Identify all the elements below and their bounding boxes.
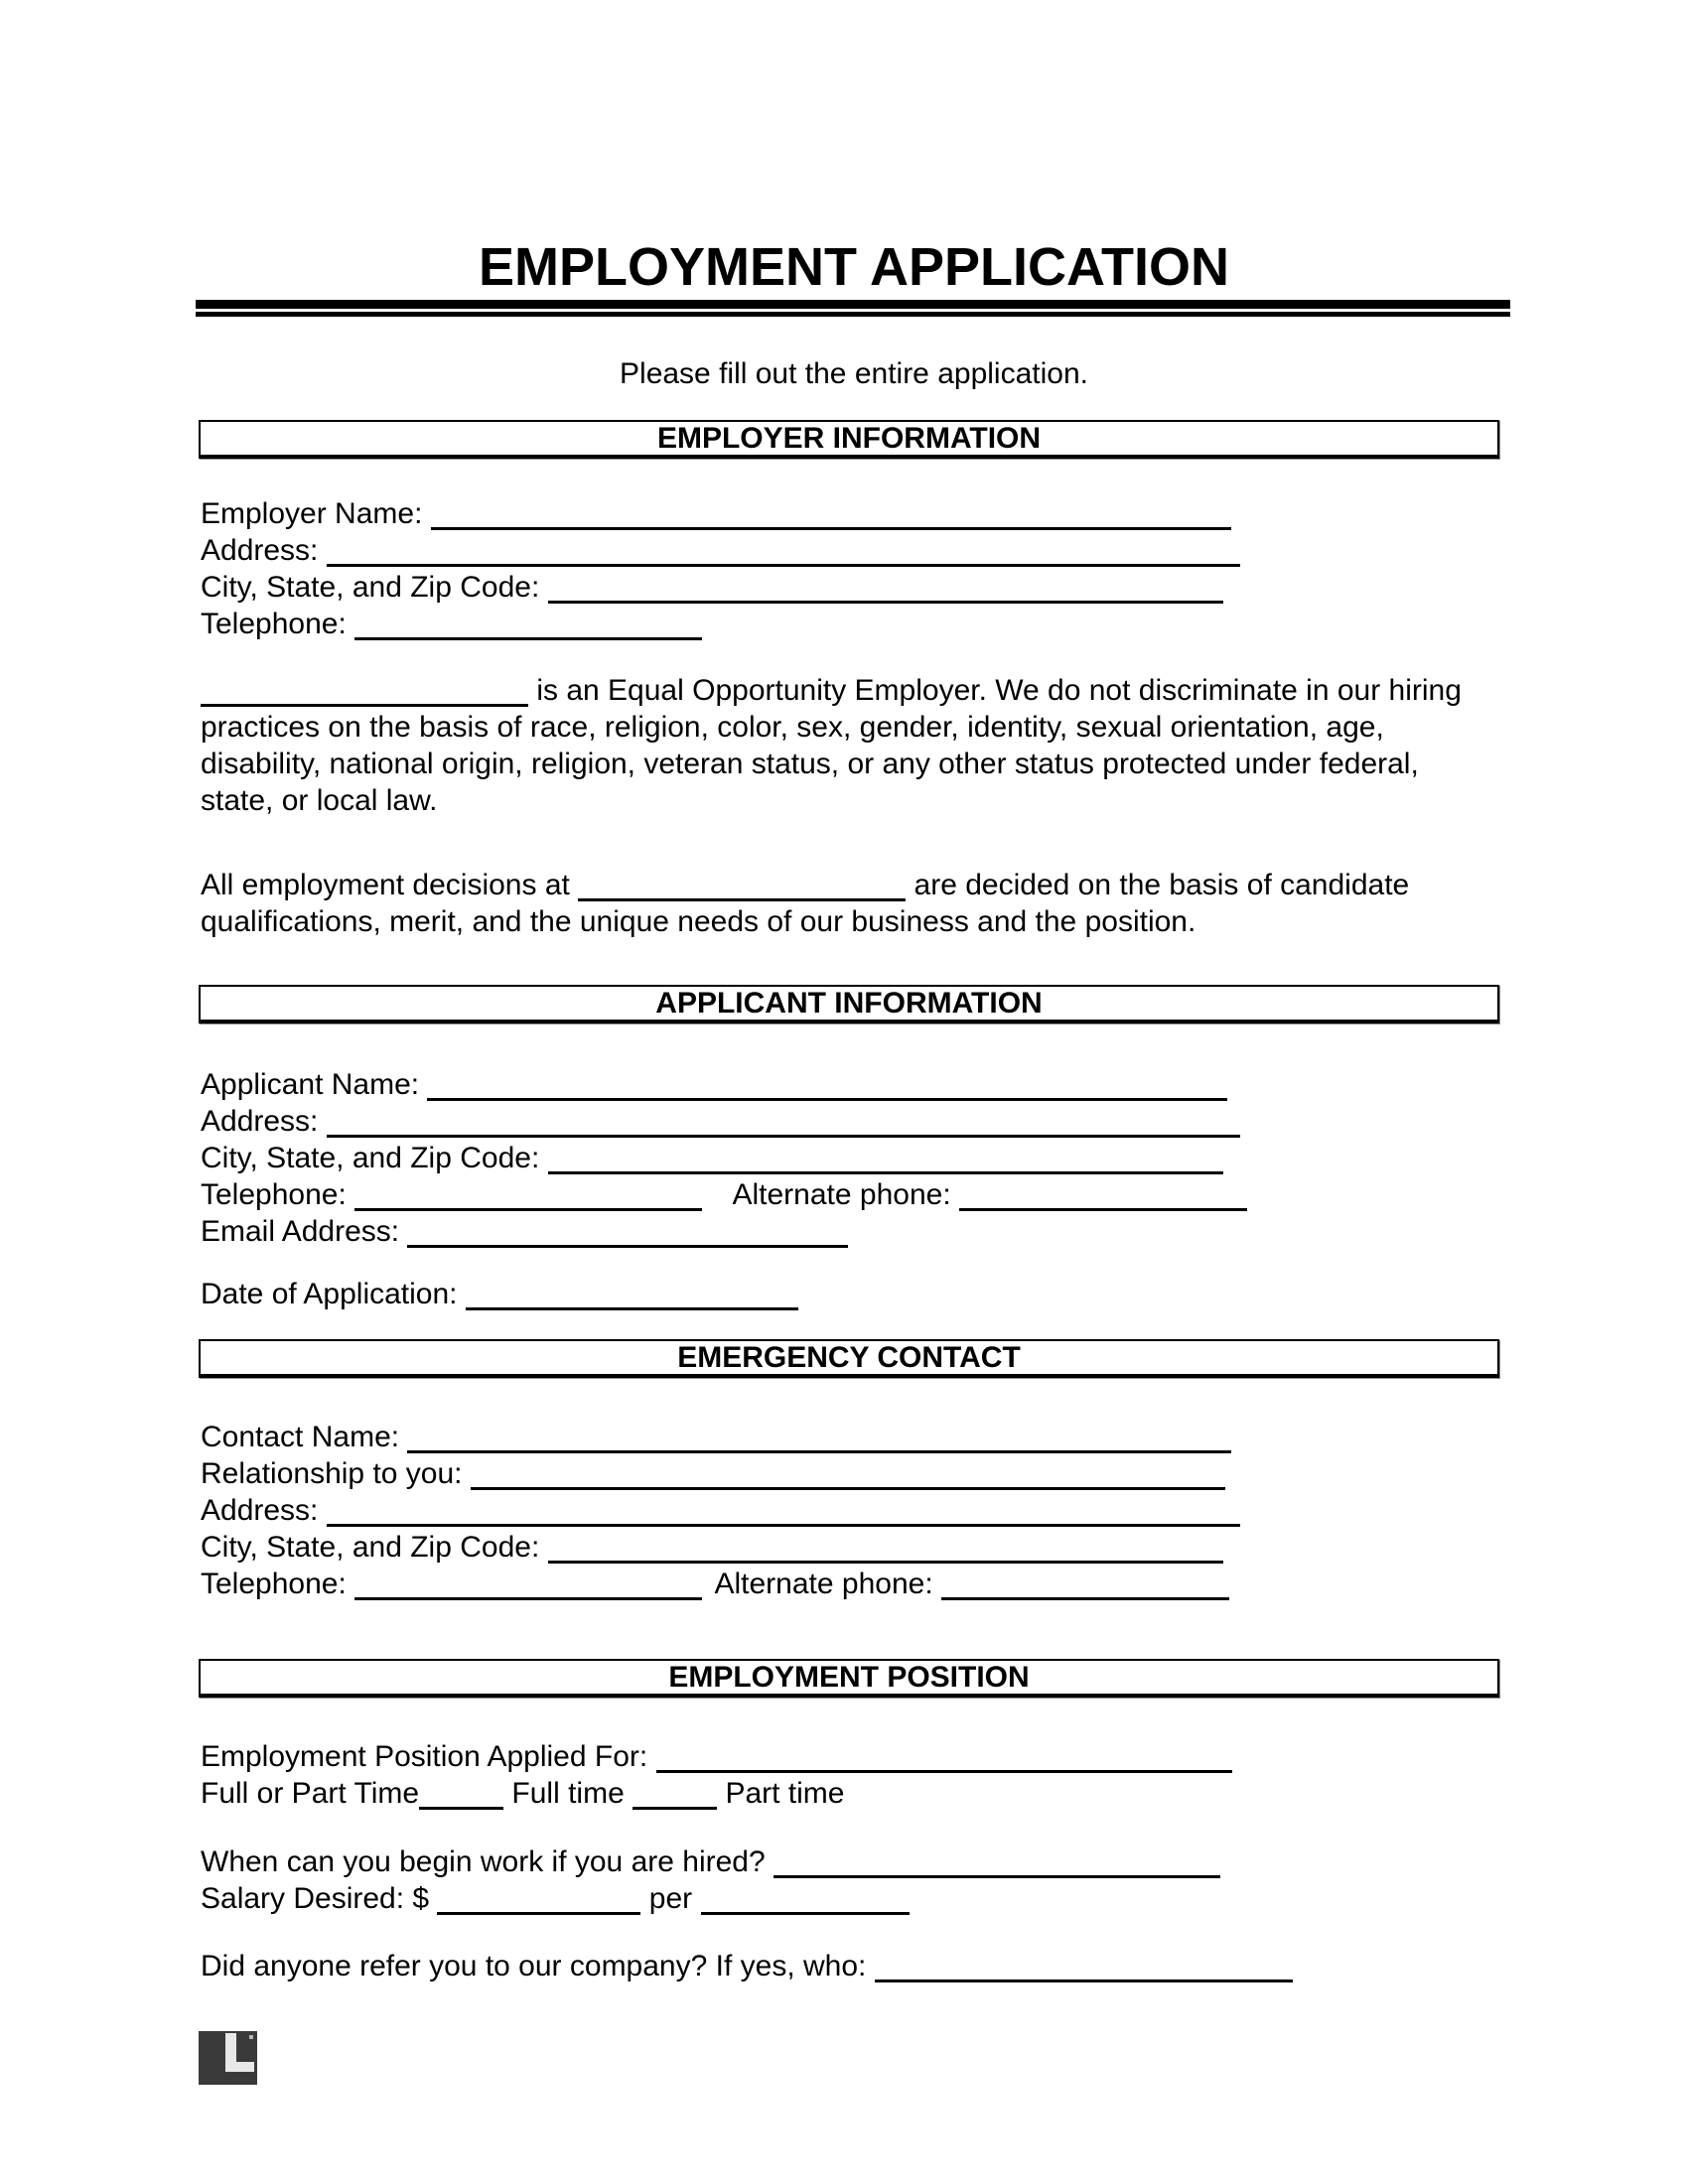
decisions-before-text: All employment decisions at bbox=[201, 869, 570, 901]
field-row-date-of-application bbox=[201, 1276, 1521, 1312]
field-row-applicant-city-state-zip bbox=[201, 1140, 1521, 1176]
position-applied-blank[interactable] bbox=[656, 1770, 1232, 1773]
employer-city-state-zip-blank[interactable] bbox=[548, 601, 1223, 604]
date-of-application-blank[interactable] bbox=[466, 1307, 798, 1310]
contact-name-label: Contact Name: bbox=[201, 1421, 400, 1453]
applicant-address-blank[interactable] bbox=[327, 1135, 1240, 1138]
employer-name-label: Employer Name: bbox=[201, 497, 423, 530]
emergency-address-blank[interactable] bbox=[327, 1524, 1240, 1527]
emergency-alternate-phone-blank[interactable] bbox=[941, 1597, 1229, 1600]
employer-city-state-zip-label: City, State, and Zip Code: bbox=[201, 571, 540, 604]
applicant-telephone-label: Telephone: bbox=[201, 1178, 347, 1211]
full-time-blank[interactable] bbox=[633, 1807, 717, 1810]
section-header-employment-position bbox=[199, 1659, 1499, 1698]
applicant-email-blank[interactable] bbox=[407, 1245, 848, 1248]
legal-templates-logo-icon bbox=[199, 2031, 257, 2085]
emergency-address-label: Address: bbox=[201, 1494, 319, 1527]
full-or-part-label: Full or Part Time bbox=[201, 1777, 420, 1810]
employment-position-fields bbox=[201, 1738, 1521, 1984]
eeo-statement-line2: practices on the basis of race, religion, color, sex, gender, identity, sexual orientation, age, bbox=[201, 711, 1384, 744]
instruction-text: Please fill out the entire application. bbox=[620, 357, 1088, 390]
emergency-telephone-label: Telephone: bbox=[201, 1568, 347, 1600]
employer-address-blank[interactable] bbox=[327, 564, 1240, 567]
employer-address-label: Address: bbox=[201, 534, 319, 567]
referral-label: Did anyone refer you to our company? If yes, who: bbox=[201, 1950, 867, 1982]
employer-telephone-blank[interactable] bbox=[354, 637, 702, 640]
decisions-statement-line2: qualifications, merit, and the unique needs of our business and the position. bbox=[201, 905, 1196, 938]
position-applied-label: Employment Position Applied For: bbox=[201, 1740, 648, 1773]
section-header-applicant-information bbox=[199, 985, 1499, 1024]
field-row-begin-work bbox=[201, 1843, 1521, 1880]
section-header-emergency-contact bbox=[199, 1339, 1499, 1378]
eeo-statement-paragraph bbox=[201, 672, 1521, 819]
section-header-employer-information bbox=[199, 420, 1499, 459]
applicant-alternate-phone-label: Alternate phone: bbox=[732, 1178, 951, 1211]
employer-fields bbox=[201, 495, 1521, 642]
employer-telephone-label: Telephone: bbox=[201, 608, 347, 640]
section-header-emergency-label: EMERGENCY CONTACT bbox=[677, 1340, 1021, 1374]
page-title: EMPLOYMENT APPLICATION bbox=[479, 237, 1229, 297]
applicant-city-state-zip-blank[interactable] bbox=[548, 1171, 1223, 1174]
decisions-company-name-blank[interactable] bbox=[578, 898, 906, 901]
field-row-emergency-city-state-zip bbox=[201, 1529, 1521, 1566]
salary-label: Salary Desired: $ bbox=[201, 1882, 430, 1915]
eeo-statement-text: is an Equal Opportunity Employer. We do not discriminate in our hiring bbox=[536, 674, 1462, 707]
field-row-emergency-address bbox=[201, 1492, 1521, 1529]
field-row-full-or-part-time bbox=[201, 1775, 1521, 1812]
applicant-city-state-zip-label: City, State, and Zip Code: bbox=[201, 1142, 540, 1174]
salary-amount-blank[interactable] bbox=[437, 1912, 640, 1915]
title-rule-thick bbox=[196, 300, 1510, 309]
referral-blank[interactable] bbox=[875, 1979, 1293, 1982]
field-row-employer-telephone bbox=[201, 606, 1521, 642]
field-row-employer-name bbox=[201, 495, 1521, 532]
applicant-name-label: Applicant Name: bbox=[201, 1068, 420, 1101]
field-row-applicant-address bbox=[201, 1103, 1521, 1140]
employer-name-blank[interactable] bbox=[431, 527, 1231, 530]
emergency-contact-fields bbox=[201, 1419, 1521, 1602]
salary-per-blank[interactable] bbox=[701, 1912, 910, 1915]
applicant-fields bbox=[201, 1066, 1521, 1250]
field-row-employer-address bbox=[201, 532, 1521, 569]
applicant-address-label: Address: bbox=[201, 1105, 319, 1138]
begin-work-blank[interactable] bbox=[774, 1875, 1220, 1878]
emergency-city-state-zip-label: City, State, and Zip Code: bbox=[201, 1531, 540, 1564]
relationship-label: Relationship to you: bbox=[201, 1457, 463, 1490]
relationship-blank[interactable] bbox=[471, 1487, 1225, 1490]
field-row-applicant-name bbox=[201, 1066, 1521, 1103]
eeo-statement-line4: state, or local law. bbox=[201, 784, 438, 817]
title-rule-thin bbox=[196, 312, 1510, 317]
eeo-statement-line1 bbox=[201, 672, 1521, 709]
begin-work-label: When can you begin work if you are hired? bbox=[201, 1845, 766, 1878]
field-row-relationship bbox=[201, 1455, 1521, 1492]
full-time-label: Full time bbox=[511, 1777, 625, 1810]
section-header-applicant-label: APPLICANT INFORMATION bbox=[655, 986, 1043, 1020]
applicant-email-label: Email Address: bbox=[201, 1215, 400, 1248]
contact-name-blank[interactable] bbox=[407, 1450, 1231, 1453]
field-row-referral bbox=[201, 1948, 1521, 1984]
field-row-applicant-phones bbox=[201, 1176, 1521, 1213]
decisions-statement-paragraph bbox=[201, 867, 1521, 940]
field-row-emergency-phones bbox=[201, 1566, 1521, 1602]
eeo-statement-line3: disability, national origin, religion, veteran status, or any other status protected under federal, bbox=[201, 748, 1419, 780]
emergency-alternate-phone-label: Alternate phone: bbox=[714, 1568, 933, 1600]
emergency-city-state-zip-blank[interactable] bbox=[548, 1561, 1223, 1564]
field-row-contact-name bbox=[201, 1419, 1521, 1455]
section-header-position-label: EMPLOYMENT POSITION bbox=[668, 1660, 1030, 1694]
company-name-blank[interactable] bbox=[201, 704, 528, 707]
field-row-position-applied bbox=[201, 1738, 1521, 1775]
applicant-telephone-blank[interactable] bbox=[354, 1208, 702, 1211]
section-header-employer-label: EMPLOYER INFORMATION bbox=[656, 421, 1042, 455]
applicant-name-blank[interactable] bbox=[427, 1098, 1227, 1101]
decisions-after-text: are decided on the basis of candidate bbox=[914, 869, 1410, 901]
date-of-application bbox=[201, 1276, 1521, 1312]
field-row-employer-city-state-zip bbox=[201, 569, 1521, 606]
date-of-application-label: Date of Application: bbox=[201, 1278, 458, 1310]
part-time-label: Part time bbox=[725, 1777, 845, 1810]
field-row-salary bbox=[201, 1880, 1521, 1917]
salary-per-label: per bbox=[648, 1882, 693, 1915]
full-or-part-blank[interactable] bbox=[419, 1807, 503, 1810]
applicant-alternate-phone-blank[interactable] bbox=[959, 1208, 1247, 1211]
field-row-applicant-email bbox=[201, 1213, 1521, 1250]
decisions-statement-line1 bbox=[201, 867, 1521, 903]
emergency-telephone-blank[interactable] bbox=[354, 1597, 702, 1600]
